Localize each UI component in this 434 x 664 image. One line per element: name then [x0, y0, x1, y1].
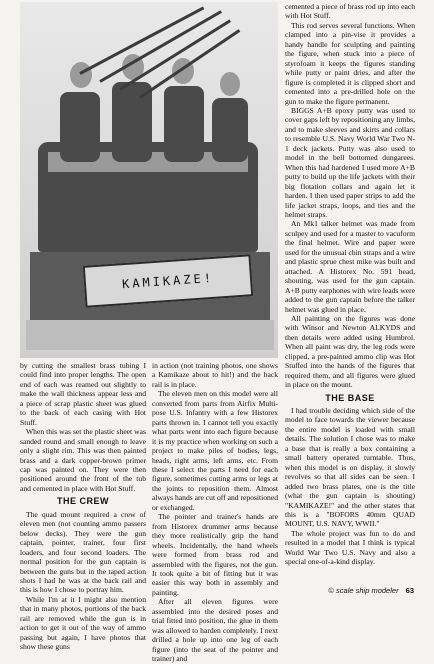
paragraph: While I'm at it I might also mention that in many photos, portions of the back rail are removed while the gun is in action to get it out of the way of ammo passing but again, I have photos that show these guns: [20, 594, 146, 652]
column-middle: [152, 361, 278, 664]
paragraph: After all eleven figures were assembled into the desired poses and trial fitted into position, the glue in them was allowed to harden completely. I next drilled a hole up into one leg of each figure (into the seat of the pointer and trainer) and: [152, 597, 278, 664]
paragraph: by cutting the smallest brass tubing I could find into proper lengths. The open end of each was reamed out slightly to make the wall thickness appear less and a piece of scrap plastic sheet was glued to the back of each casing with Hot Stuff.: [20, 361, 146, 427]
section-heading-base: THE BASE: [325, 392, 375, 403]
column-left: [20, 361, 146, 652]
section-heading-crew: THE CREW: [57, 496, 109, 507]
paragraph: I had trouble deciding which side of the model to face towards the viewer because the entire model is loaded with small details. The solution I chose was to make a base that is really a box containing a small battery operated turntable. Thus, when this model is on display, it slowly revolves so that all sides can be seen. I added two brass plates, one is the title (what the gun captain is shouting) "KAMIKAZE!" and the other states that this is a "BOFORS 40mm QUAD MOUNT, U.S. NAVY, WWII.": [285, 406, 415, 529]
model-photo: [20, 2, 278, 358]
paragraph: cemented a piece of brass rod up into each with Hot Stuff.: [285, 2, 415, 21]
paragraph: When this was set the plastic sheet was sanded round and small enough to leave only a slight rim. This was then painted brass and a dark copper-brown primer cap was painted on. They were then positioned around the front of the tub and cemented in place with Hot Stuff.: [20, 427, 146, 493]
paragraph: in action (not training photos, one shows a Kamikaze about to hit!) and the back rail is in place.: [152, 361, 278, 389]
paragraph: An Mk1 talker helmet was made from sculpey and used for a master to vacuform the final helmet. Wire and paper were used for the unusual chin straps and a wire and plastic sprue chest mike was built and attached. A Historex No. 591 head, shouting, was used for the gun captain. A+B putty earphones with wire leads were added to the gun captain before the talker helmet was glued in place.: [285, 219, 415, 314]
plaque-text: KAMIKAZE!: [121, 270, 215, 292]
column-right: [285, 2, 415, 567]
magazine-name: scale ship modeler: [336, 586, 399, 595]
copyright-mark: ©: [328, 586, 334, 595]
paragraph: All painting on the figures was done with Winsor and Newton ALKYDS and then details were added using Humbrol. When all paint was dry, the leg rods were clipped, a pre-painted ammo clip was Hot Stuffed into the hands of the figures that required them, and all figures were glued in place on the mount.: [285, 313, 415, 390]
paragraph: The whole project was fun to do and resulted in a model that I think is typical World War Two U.S. Navy and also a special one-of-a-kind display.: [285, 528, 415, 567]
paragraph: The pointer and trainer's hands are from Historex drummer arms because they more realistically grip the hand wheels. Incidentally, the hand wheels were formed from brass rod and assembled with the figures, not the gun. It took quite a bit of fitting but it was easier this way both in assembly and painting.: [152, 512, 278, 597]
paragraph: This rod serves several functions. When clamped into a pin-vise it provides a handy handle for sculpting and painting the figure, when stuck into a piece of styrofoam it keeps the figures standing while putty or paint dries, and after the figure is completed it is clipped short and cemented into a pre-drilled hole on the gun to make the figure permanent.: [285, 20, 415, 106]
paragraph: The eleven men on this model were all converted from parts from Airfix Multi-pose U.S. Infantry with a few Historex parts thrown in. I cannot tell you exactly what parts went into each figure because it is my practice when working on such a project to make piles of bodies, legs, heads, right arms, left arms, etc. From these I select the parts I need for each figure, sometimes cutting arms or legs at the joints to reposition them. Almost always hands are cut off and repositioned or exchanged.: [152, 389, 278, 512]
paragraph: BIGGS A+B epoxy putty was used to cover gaps left by repositioning any limbs, and to make sleeves and skirts and collars to resemble U.S. Navy World War Two N-1 deck jackets. Putty was also used to model in the bell bottomed dungarees. When this had hardened I used more A+B putty to build up the life jackets with their big flotation collars and again let it harden. I then used paper strips to add the life jacket straps, loops, and ties and the helmet straps.: [285, 105, 415, 219]
paragraph: The quad mount required a crew of eleven men (not counting ammo passers below decks). They were the gun captain, pointer, trainer, four first loaders, and four second loaders. The normal position for the gun captain is between the guns but in the taped action shots I had he was at the back rail and this is how I chose to portray him.: [20, 509, 146, 595]
page-number: 63: [405, 586, 414, 595]
page-footer: [328, 586, 414, 595]
